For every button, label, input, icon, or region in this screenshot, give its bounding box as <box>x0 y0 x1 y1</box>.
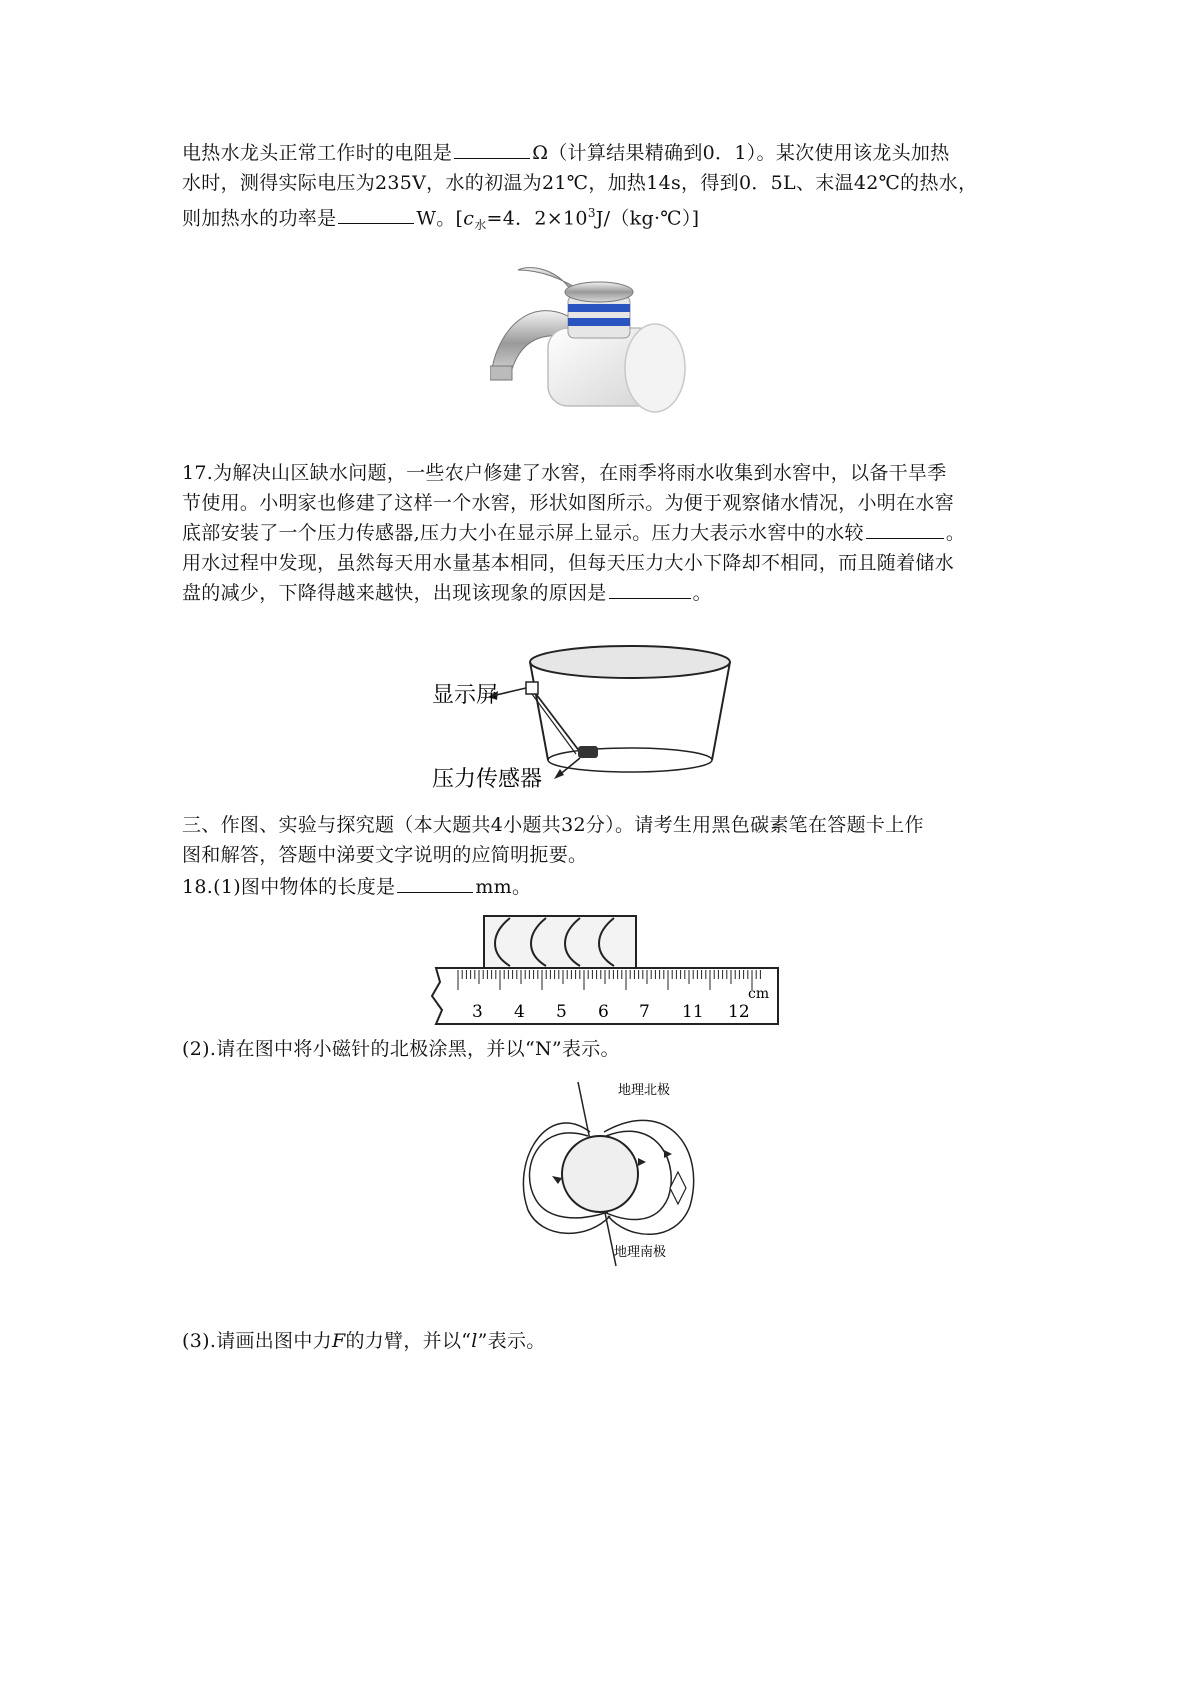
ruler-unit: cm <box>748 986 770 1002</box>
q18-p3c: ”表示。 <box>477 1330 546 1352</box>
q18-part1 <box>182 872 1022 902</box>
ruler-tick-6: 6 <box>598 1002 609 1022</box>
q16-line3b: W。[ <box>416 207 464 230</box>
answer-blank[interactable] <box>609 578 691 599</box>
lever-arm-symbol: l <box>471 1330 478 1352</box>
answer-blank[interactable] <box>866 518 944 539</box>
q18-p1b: mm。 <box>475 876 532 898</box>
ruler-diagram <box>428 914 780 1026</box>
q17-line5-end: 。 <box>692 582 712 604</box>
ruler-tick-5: 5 <box>556 1002 567 1022</box>
q16-line1b: Ω（计算结果精确到0．1）。某次使用该龙头加热 <box>532 142 950 164</box>
force-symbol: F <box>331 1330 346 1352</box>
q18-part2 <box>182 1034 1022 1064</box>
compass-needle[interactable] <box>670 1172 686 1204</box>
ruler-tick-11: 11 <box>682 1002 704 1022</box>
q17-line4: 用水过程中发现，虽然每天用水量基本相同，但每天压力大小下降却不相同，而且随着储水 <box>182 552 955 574</box>
earth-magnetic-field-diagram[interactable] <box>518 1080 708 1270</box>
q18-p3a: (3).请画出图中力 <box>182 1330 332 1352</box>
q18-p1a: 18.(1)图中物体的长度是 <box>182 876 396 898</box>
q18-p3b: 的力臂，并以“ <box>345 1330 472 1352</box>
q17-line5a: 盘的减少，下降得越来越快，出现该现象的原因是 <box>182 582 607 604</box>
section-3-heading <box>182 810 1022 870</box>
q17-line3: 底部安装了一个压力传感器,压力大小在显示屏上显示。压力大表示水窖中的水较 <box>182 522 864 544</box>
q17-line1: 17.为解决山区缺水问题，一些农户修建了水窖，在雨季将雨水收集到水窖中，以备干旱季 <box>182 462 947 484</box>
geographic-south-label: 地理南极 <box>614 1245 667 1260</box>
q17-line2: 节使用。小明家也修建了这样一个水窖，形状如图所示。为便于观察储水情况，小明在水窖 <box>182 492 955 514</box>
answer-blank[interactable] <box>454 138 530 159</box>
pressure-sensor-label: 压力传感器 <box>432 767 543 792</box>
section3-line2: 图和解答，答题中涕要文字说明的应简明扼要。 <box>182 844 588 866</box>
electric-faucet-image <box>490 258 730 438</box>
geographic-north-label: 地理北极 <box>618 1083 671 1098</box>
ruler-tick-12: 12 <box>728 1002 750 1022</box>
section3-line1: 三、作图、实验与探究题（本大题共4小题共32分）。请考生用黑色碳素笔在答题卡上作 <box>182 814 924 836</box>
answer-blank[interactable] <box>397 872 473 893</box>
q17-text <box>182 458 1022 608</box>
answer-blank[interactable] <box>338 203 414 224</box>
exponent: 3 <box>587 206 596 220</box>
specific-heat-symbol: c <box>463 207 475 230</box>
q18-p2: (2).请在图中将小磁针的北极涂黑，并以“N”表示。 <box>182 1038 620 1060</box>
q16-line2: 水时，测得实际电压为235V，水的初温为21℃，加热14s，得到0．5L、末温42℃的热水， <box>182 172 978 194</box>
ruler-tick-7: 7 <box>639 1002 650 1022</box>
q16-line1a: 电热水龙头正常工作时的电阻是 <box>182 142 453 164</box>
q17-line3-end: 。 <box>945 522 966 544</box>
q16-line3a: 则加热水的功率是 <box>182 207 337 230</box>
water-cellar-diagram <box>430 640 770 800</box>
q18-part3 <box>182 1326 1022 1356</box>
specific-heat-subscript: 水 <box>474 218 487 233</box>
q16-text <box>182 138 1022 240</box>
display-screen-label: 显示屏 <box>432 683 499 708</box>
q16-line3e: J/（kg·℃）] <box>595 207 700 230</box>
ruler-tick-4: 4 <box>514 1002 525 1022</box>
q16-line3d: =4．2×10 <box>486 207 588 230</box>
ruler-tick-3: 3 <box>472 1002 483 1022</box>
